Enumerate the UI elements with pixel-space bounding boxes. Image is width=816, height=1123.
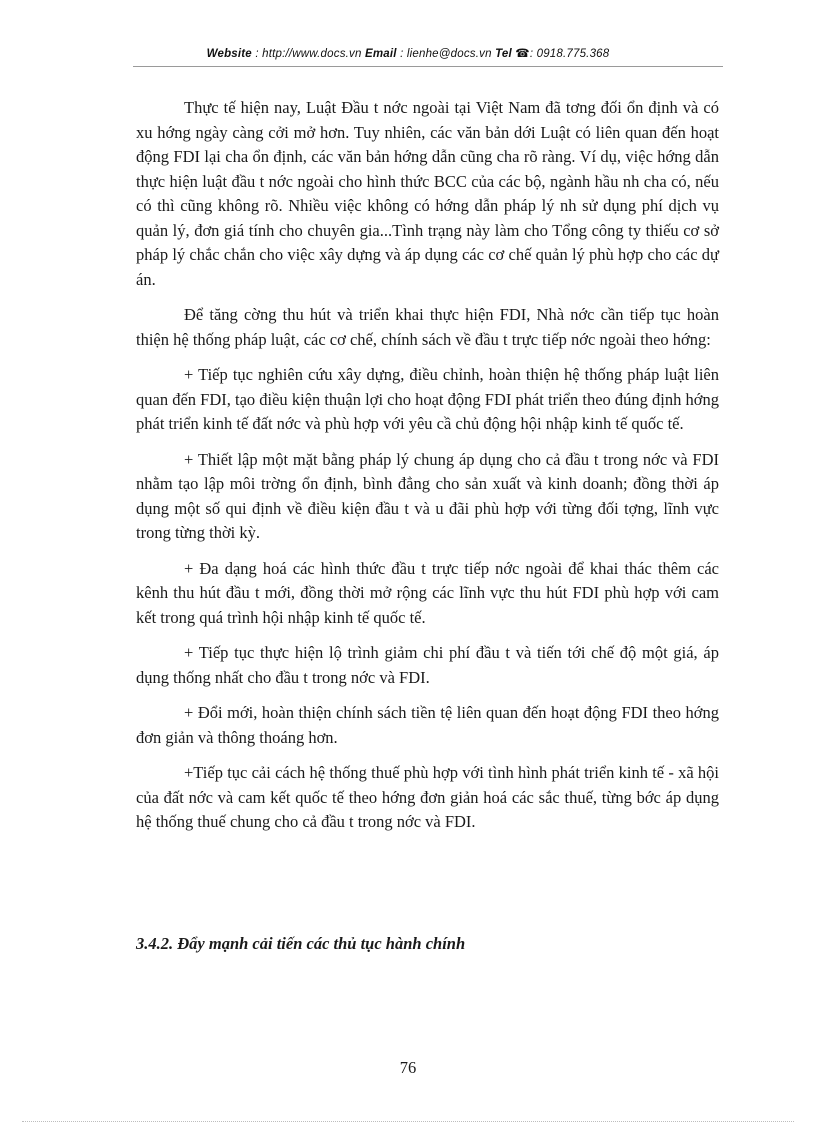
phone-icon: ☎	[515, 48, 530, 60]
paragraph-1: Thực tế hiện nay, Luật Đầu t nớc ngoài tại Việt Nam đã tơng đối ổn định và có xu hớng ngày càng cởi mở hơn. Tuy nhiên, các văn bản dới Luật có liên quan đến hoạt động FDI lại cha ổn định, các văn bản hớng dẫn cũng cha rõ ràng. Ví dụ, việc hớng dẫn thực hiện luật đầu t nớc ngoài cho hình thức BCC của các bộ, ngành hầu nh cha có, nếu có thì cũng không rõ. Nhiều việc không có hớng dẫn pháp lý nh sử dụng phí dịch vụ quản lý, đơn giá tính cho chuyên gia...Tình trạng này làm cho Tổng công ty thiếu cơ sở pháp lý chắc chắn cho việc xây dựng và áp dụng các cơ chế quản lý phù hợp cho các dự án.	[136, 98, 719, 289]
tel-label: Tel	[495, 48, 512, 60]
page-bottom-divider	[22, 1121, 794, 1122]
header-divider	[133, 66, 723, 67]
paragraph-2: Để tăng cờng thu hút và triển khai thực hiện FDI, Nhà nớc cần tiếp tục hoàn thiện hệ thống pháp luật, các cơ chế, chính sách về đầu t trực tiếp nớc ngoài theo hớng:	[136, 305, 719, 349]
email-separator: :	[396, 48, 407, 60]
website-separator: :	[251, 48, 263, 60]
paragraph-8: +Tiếp tục cải cách hệ thống thuế phù hợp với tình hình phát triển kinh tế - xã hội của đất nớc và cam kết quốc tế theo hớng đơn giản hoá các sắc thuế, từng bớc áp dụng hệ thống thuế chung cho cả đầu t trong nớc và FDI.	[136, 763, 719, 831]
paragraph-7: + Đổi mới, hoàn thiện chính sách tiền tệ liên quan đến hoạt động FDI theo hớng đơn giản và thông thoáng hơn.	[136, 703, 719, 747]
email-address: lienhe@docs.vn	[406, 48, 492, 60]
website-label: Website	[206, 48, 252, 60]
paragraph-6: + Tiếp tục thực hiện lộ trình giảm chi phí đầu t và tiến tới chế độ một giá, áp dụng thống nhất cho đầu t trong nớc và FDI.	[136, 643, 719, 687]
paragraph-4: + Thiết lập một mặt bằng pháp lý chung áp dụng cho cả đầu t trong nớc và FDI nhằm tạo lập môi trờng ổn định, bình đẳng cho sản xuất và kinh doanh; đồng thời áp dụng một số qui định về điều kiện đầu t và u đãi phù hợp với từng đối tợng, lĩnh vực trong từng thời kỳ.	[136, 449, 719, 542]
paragraph-5: + Đa dạng hoá các hình thức đầu t trực tiếp nớc ngoài để khai thác thêm các kênh thu hút đầu t mới, đồng thời mở rộng các lĩnh vực thu hút FDI phù hợp với cam kết trong quá trình hội nhập kinh tế quốc tế.	[136, 558, 719, 627]
section-heading: 3.4.2. Đẩy mạnh cải tiến các thủ tục hành chính	[136, 934, 466, 953]
page-header	[0, 46, 816, 60]
website-url: http://www.docs.vn	[262, 48, 362, 60]
body-text	[136, 96, 719, 846]
tel-number: : 0918.775.368	[529, 48, 610, 60]
email-label: Email	[365, 48, 397, 60]
paragraph-3: + Tiếp tục nghiên cứu xây dựng, điều chỉnh, hoàn thiện hệ thống pháp luật liên quan đến FDI, tạo điều kiện thuận lợi cho hoạt động FDI phát triển theo đúng định hớng phát triển kinh tế đất nớc và phù hợp với yêu cầ chủ động hội nhập kinh tế quốc tế.	[136, 365, 719, 433]
page-number: 76	[399, 1058, 417, 1077]
